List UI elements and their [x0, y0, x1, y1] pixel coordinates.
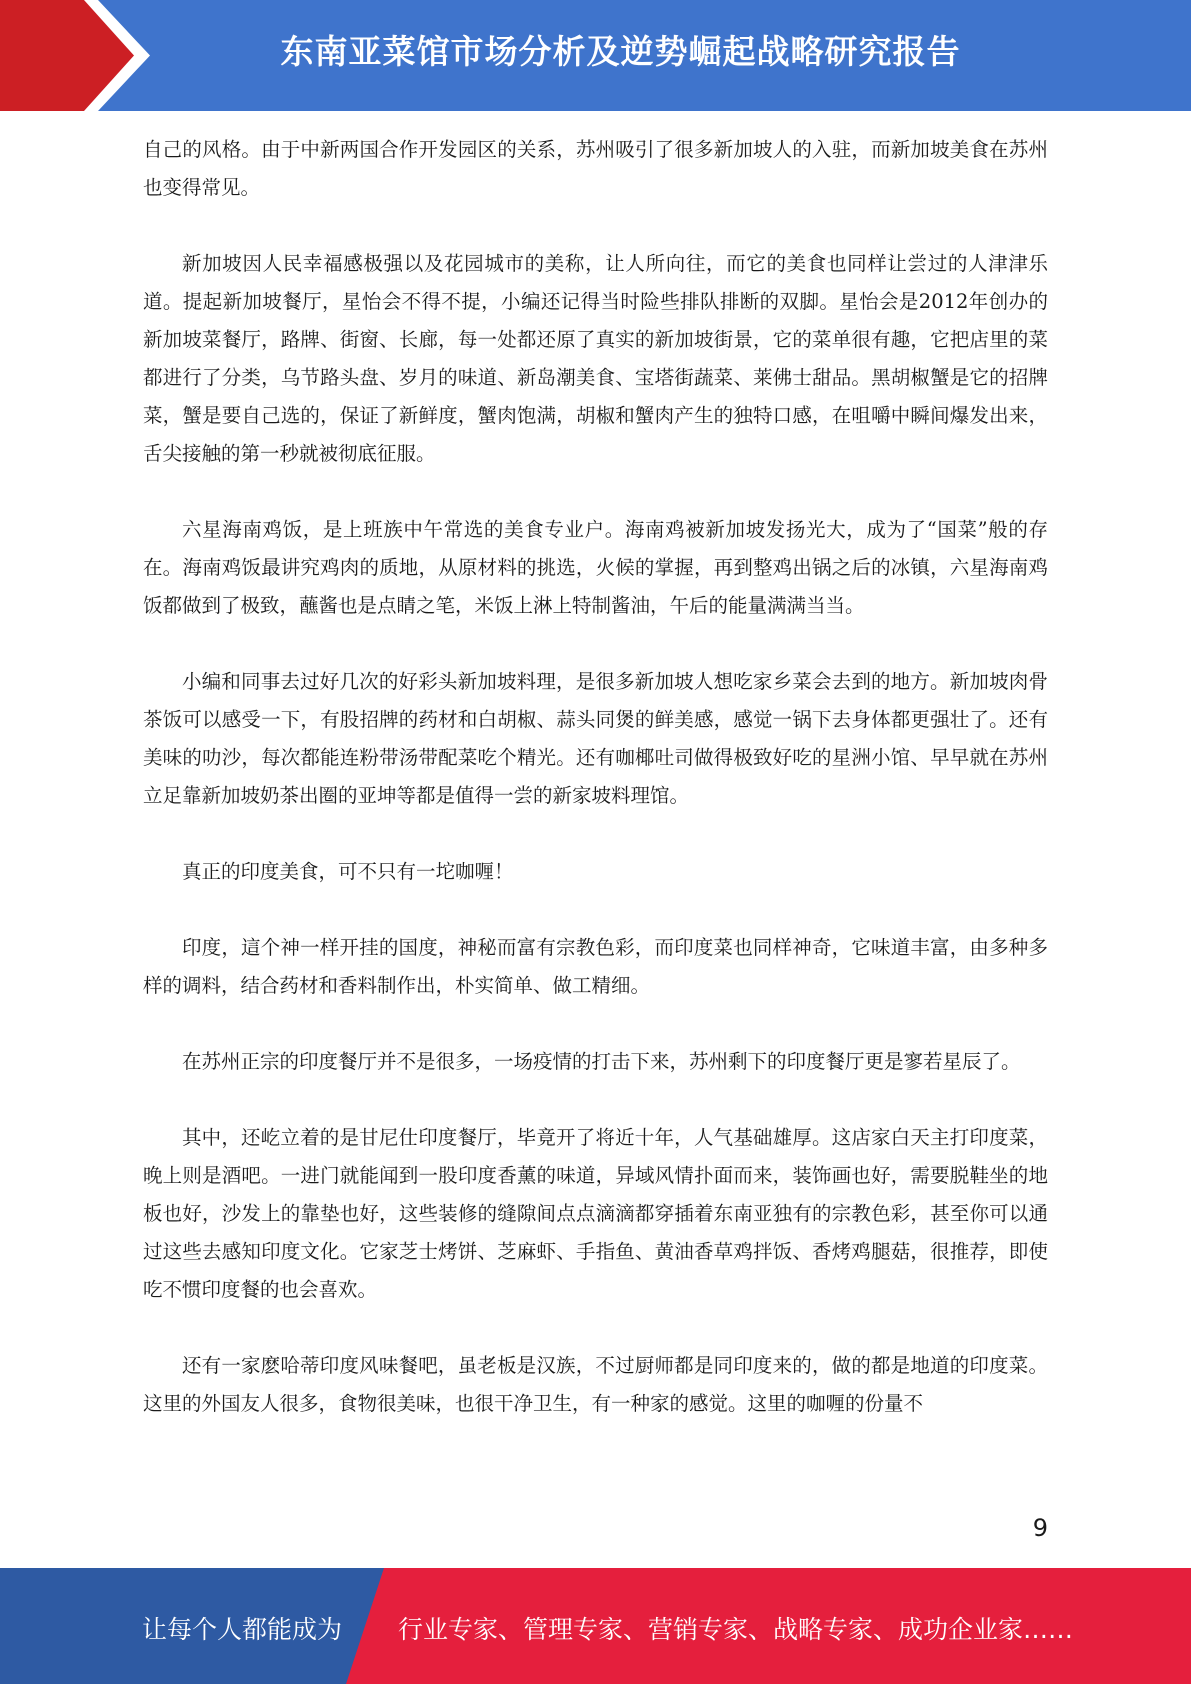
paragraph-singapore-intro: 新加坡因人民幸福感极强以及花园城市的美称，让人所向往，而它的美食也同样让尝过的人津津乐道。提起新加坡餐厅，星怡会不得不提，小编还记得当时险些排队排断的双脚。星怡会是2012年创办的新加坡菜餐厅，路牌、街窗、长廊，每一处都还原了真实的新加坡街景，它的菜单很有趣，它把店里的菜都进行了分类，乌节路头盘、岁月的味道、新岛潮美食、宝塔街蔬菜、莱佛士甜品。黑胡椒蟹是它的招牌菜，蟹是要自己选的，保证了新鲜度，蟹肉饱满，胡椒和蟹肉产生的独特口感，在咀嚼中瞬间爆发出来，舌尖接触的第一秒就被彻底征服。 [143, 252, 1048, 465]
paragraph-indian-heading: 真正的印度美食，可不只有一坨咖喱！ [182, 860, 514, 883]
article-body [143, 131, 1048, 1461]
paragraph-ganesh-restaurant: 其中，还屹立着的是甘尼仕印度餐厅，毕竟开了将近十年，人气基础雄厚。这店家白天主打印度菜，晚上则是酒吧。一进门就能闻到一股印度香薰的味道，异域风情扑面而来，装饰画也好，需要脱鞋坐的地板也好，沙发上的靠垫也好，这些装修的缝隙间点点滴滴都穿插着东南亚独有的宗教色彩，甚至你可以通过这些去感知印度文化。它家芝士烤饼、芝麻虾、手指鱼、黄油香草鸡拌饭、香烤鸡腿菇，很推荐，即使吃不惯印度餐的也会喜欢。 [143, 1126, 1048, 1301]
report-title: 东南亚菜馆市场分析及逆势崛起战略研究报告 [280, 32, 961, 71]
paragraph-mahati-restaurant: 还有一家麽哈蒂印度风味餐吧，虽老板是汉族，不过厨师都是同印度来的，做的都是地道的印度菜。这里的外国友人很多，食物很美味，也很干净卫生，有一种家的感觉。这里的咖喱的份量不 [143, 1354, 1048, 1415]
footer-band [0, 1568, 1191, 1684]
paragraph-hao-cai-tou: 小编和同事去过好几次的好彩头新加坡料理，是很多新加坡人想吃家乡菜会去到的地方。新加坡肉骨茶饭可以感受一下，有股招牌的药材和白胡椒、蒜头同煲的鲜美感，感觉一锅下去身体都更强壮了。还有美味的叻沙，每次都能连粉带汤带配菜吃个精光。还有咖椰吐司做得极致好吃的星洲小馆、早早就在苏州立足靠新加坡奶茶出圈的亚坤等都是值得一尝的新家坡料理馆。 [143, 670, 1048, 807]
header-chevron-decoration [0, 0, 160, 111]
page-number: 9 [1032, 1514, 1048, 1542]
chevron-red-fill [0, 0, 134, 111]
footer-slogan-left: 让每个人都能成为 [142, 1615, 343, 1644]
paragraph-india-intro: 印度，這个神一样开挂的国度，神秘而富有宗教色彩，而印度菜也同样神奇，它味道丰富，由多种多样的调料，结合药材和香料制作出，朴实简单、做工精细。 [143, 936, 1048, 997]
paragraph-continuation: 自己的风格。由于中新两国合作开发园区的关系，苏州吸引了很多新加坡人的入驻，而新加坡美食在苏州也变得常见。 [143, 138, 1048, 199]
paragraph-hainan-chicken: 六星海南鸡饭，是上班族中午常选的美食专业户。海南鸡被新加坡发扬光大，成为了“国菜”般的存在。海南鸡饭最讲究鸡肉的质地，从原材料的挑选，火候的掌握，再到整鸡出锅之后的冰镇，六星海南鸡饭都做到了极致，蘸酱也是点睛之笔，米饭上淋上特制酱油，午后的能量满满当当。 [143, 518, 1048, 617]
footer-slogan-right: 行业专家、管理专家、营销专家、战略专家、成功企业家…… [398, 1615, 1074, 1644]
paragraph-suzhou-indian: 在苏州正宗的印度餐厅并不是很多，一场疫情的打击下来，苏州剩下的印度餐厅更是寥若星辰了。 [182, 1050, 1021, 1073]
header-band [0, 0, 1191, 111]
